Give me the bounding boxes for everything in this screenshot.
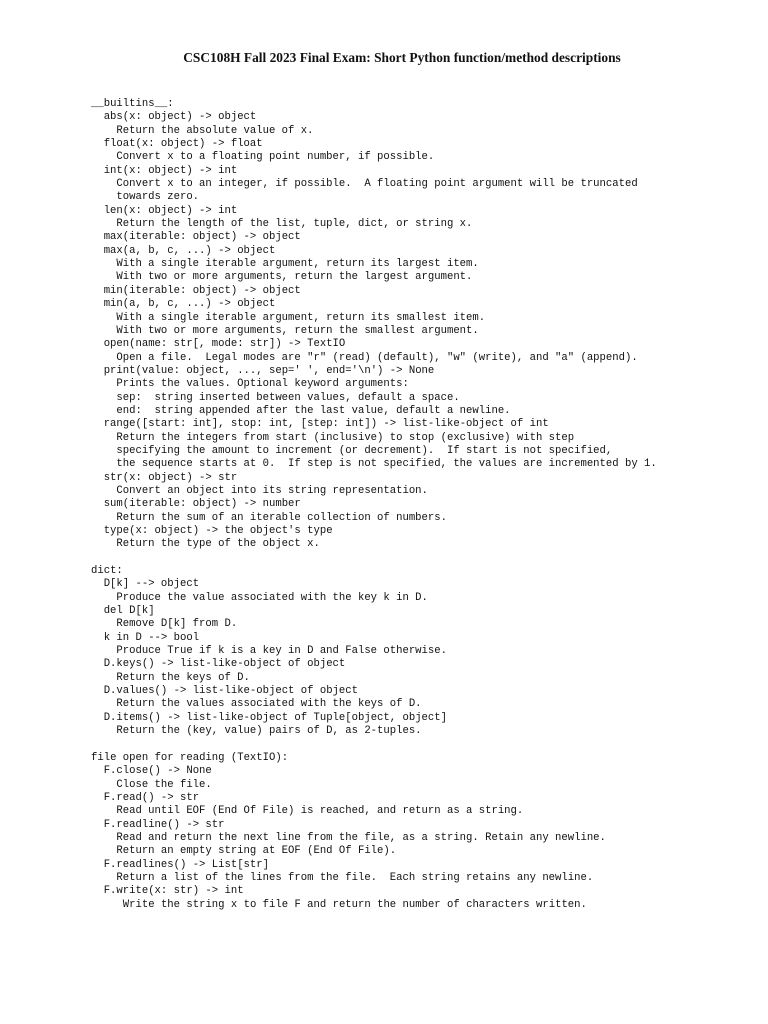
function-description: Produce True if k is a key in D and False otherwise. (116, 645, 447, 658)
function-signature: D.items() -> list-like-object of Tuple[object, object] (103, 711, 447, 724)
function-description: With a single iterable argument, return its smallest item. (116, 311, 486, 324)
function-signature: min(iterable: object) -> object (103, 284, 301, 297)
function-signature: len(x: object) -> int (103, 204, 238, 217)
section-file (91, 752, 751, 912)
function-signature: abs(x: object) -> object (103, 111, 257, 124)
function-description: Return the integers from start (inclusive) to stop (exclusive) with step (116, 431, 575, 444)
page-title: CSC108H Fall 2023 Final Exam: Short Python function/method descriptions (183, 50, 621, 65)
function-signature: str(x: object) -> str (103, 471, 238, 484)
function-description: Write the string x to file F and return the number of characters written. (122, 898, 587, 911)
function-description: specifying the amount to increment (or decrement). If start is not specified, (116, 444, 613, 457)
function-description: With two or more arguments, return the smallest argument. (116, 324, 479, 337)
function-description: Return the sum of an iterable collection of numbers. (116, 511, 447, 524)
function-description: With two or more arguments, return the largest argument. (116, 271, 473, 284)
function-description: Return the keys of D. (116, 671, 250, 684)
function-signature: F.readlines() -> List[str] (103, 858, 269, 871)
function-description: end: string appended after the last value, default a newline. (116, 404, 511, 417)
function-description: sep: string inserted between values, default a space. (116, 391, 460, 404)
function-description: Convert an object into its string representation. (116, 484, 428, 497)
function-signature: F.close() -> None (103, 765, 212, 778)
section-builtins (91, 98, 751, 552)
function-signature: float(x: object) -> float (103, 138, 263, 151)
function-signature: max(iterable: object) -> object (103, 231, 301, 244)
function-description: With a single iterable argument, return its largest item. (116, 258, 479, 271)
function-description: Return the length of the list, tuple, dict, or string x. (116, 218, 473, 231)
function-signature: min(a, b, c, ...) -> object (103, 298, 276, 311)
function-signature: open(name: str[, mode: str]) -> TextIO (103, 338, 346, 351)
reference-content (91, 98, 751, 925)
function-signature: max(a, b, c, ...) -> object (103, 244, 276, 257)
function-signature: F.read() -> str (103, 791, 200, 804)
function-description: Produce the value associated with the key k in D. (116, 591, 428, 604)
function-description: Read until EOF (End Of File) is reached, and return as a string. (116, 805, 524, 818)
function-signature: D.values() -> list-like-object of object (103, 685, 358, 698)
section-dict (91, 565, 751, 738)
section-header: file open for reading (TextIO): (91, 751, 289, 764)
function-signature: type(x: object) -> the object's type (103, 525, 333, 537)
function-description: towards zero. (116, 191, 200, 204)
function-signature: F.write(x: str) -> int (103, 885, 244, 898)
function-description: Convert x to an integer, if possible. A floating point argument will be truncated (116, 178, 638, 191)
function-description: Prints the values. Optional keyword arguments: (116, 378, 409, 391)
function-signature: int(x: object) -> int (103, 164, 238, 177)
function-description: Return the type of the object x. (116, 538, 320, 551)
function-signature: k in D --> bool (103, 631, 200, 644)
function-description: Return the values associated with the keys of D. (116, 698, 422, 711)
section-header: dict: (91, 565, 123, 578)
function-signature: D.keys() -> list-like-object of object (103, 658, 346, 671)
function-signature: del D[k] (103, 605, 155, 618)
function-signature: range([start: int], stop: int, [step: int]) -> list-like-object of int (103, 418, 549, 431)
function-description: Remove D[k] from D. (116, 618, 238, 631)
function-description: Open a file. Legal modes are "r" (read) (default), "w" (write), and "a" (append). (116, 351, 638, 364)
function-description: Close the file. (116, 778, 212, 791)
function-signature: print(value: object, ..., sep=' ', end='\n') -> None (103, 364, 435, 377)
function-description: Convert x to a floating point number, if possible. (116, 151, 435, 164)
function-signature: D[k] --> object (103, 578, 200, 591)
function-description: the sequence starts at 0. If step is not specified, the values are incremented by 1. (116, 458, 657, 471)
section-header: __builtins__: (91, 98, 174, 110)
function-description: Read and return the next line from the file, as a string. Retain any newline. (116, 831, 606, 844)
function-description: Return a list of the lines from the file. Each string retains any newline. (116, 871, 594, 884)
function-signature: sum(iterable: object) -> number (103, 498, 301, 511)
function-description: Return the (key, value) pairs of D, as 2-tuples. (116, 725, 422, 738)
function-description: Return the absolute value of x. (116, 124, 314, 137)
function-description: Return an empty string at EOF (End Of File). (116, 845, 397, 858)
function-signature: F.readline() -> str (103, 818, 225, 831)
